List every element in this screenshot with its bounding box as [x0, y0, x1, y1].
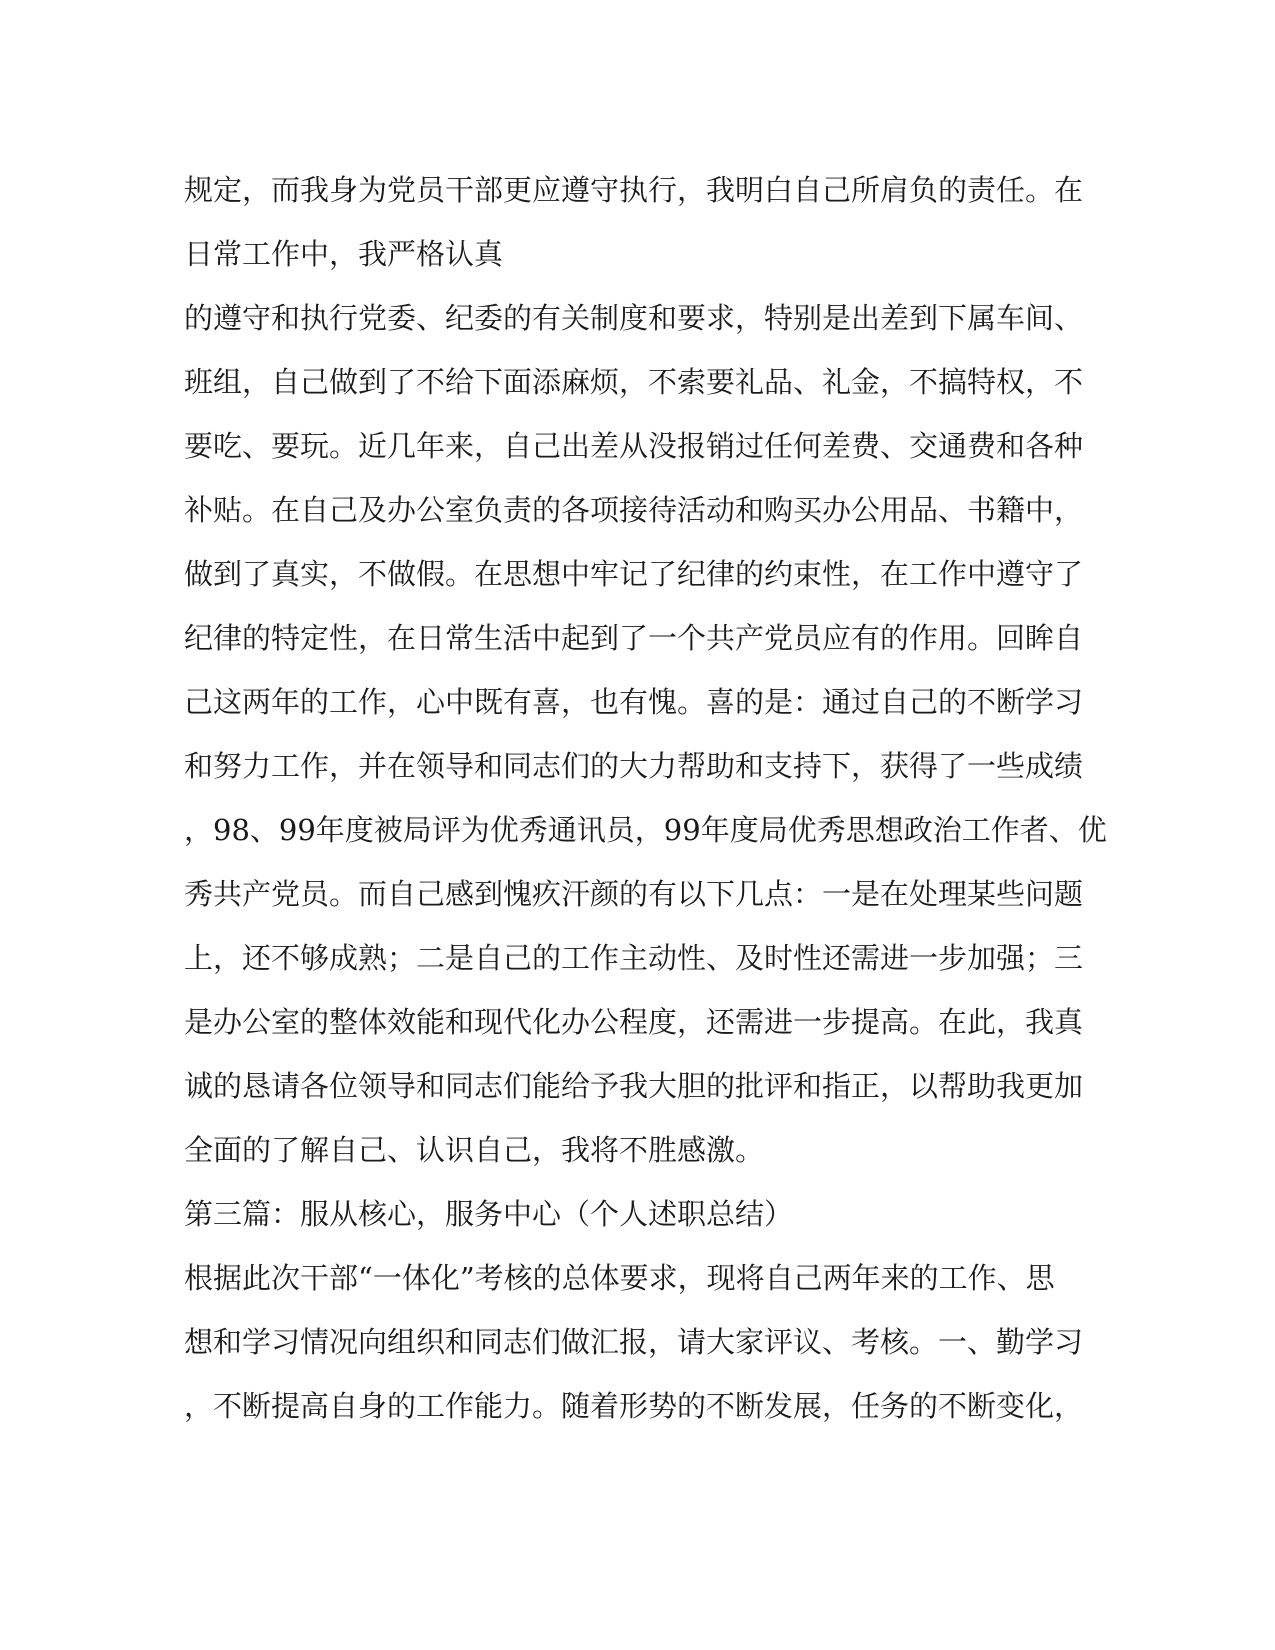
text-line: 班组，自己做到了不给下面添麻烦，不索要礼品、礼金，不搞特权，不: [184, 365, 1084, 399]
text-line: 和努力工作，并在领导和同志们的大力帮助和支持下，获得了一些成绩: [184, 749, 1084, 783]
text-line: 是办公室的整体效能和现代化办公程度，还需进一步提高。在此，我真: [184, 1005, 1084, 1039]
text-line: 根据此次干部“一体化”考核的总体要求，现将自己两年来的工作、思: [184, 1261, 1055, 1295]
text-line: 日常工作中，我严格认真: [184, 237, 504, 271]
document-body: [184, 158, 1107, 1438]
section-heading: 第三篇：服从核心，服务中心（个人述职总结）: [184, 1197, 794, 1231]
text-line: 做到了真实，不做假。在思想中牢记了纪律的约束性，在工作中遵守了: [184, 557, 1084, 591]
text-line: 要吃、要玩。近几年来，自己出差从没报销过任何差费、交通费和各种: [184, 429, 1084, 463]
text-line: 的遵守和执行党委、纪委的有关制度和要求，特别是出差到下属车间、: [184, 301, 1084, 335]
text-line: ，不断提高自身的工作能力。随着形势的不断发展，任务的不断变化，: [184, 1389, 1084, 1423]
text-line: 补贴。在自己及办公室负责的各项接待活动和购买办公用品、书籍中，: [184, 493, 1084, 527]
text-line: 纪律的特定性，在日常生活中起到了一个共产党员应有的作用。回眸自: [184, 621, 1084, 655]
text-line: 想和学习情况向组织和同志们做汇报，请大家评议、考核。一、勤学习: [184, 1325, 1084, 1359]
text-line: 规定，而我身为党员干部更应遵守执行，我明白自己所肩负的责任。在: [184, 173, 1084, 207]
text-line: ，98、99年度被局评为优秀通讯员，99年度局优秀思想政治工作者、优: [184, 813, 1107, 847]
text-line: 己这两年的工作，心中既有喜，也有愧。喜的是：通过自己的不断学习: [184, 685, 1084, 719]
text-line: 全面的了解自己、认识自己，我将不胜感激。: [184, 1133, 765, 1167]
text-line: 秀共产党员。而自己感到愧疚汗颜的有以下几点：一是在处理某些问题: [184, 877, 1084, 911]
text-line: 上，还不够成熟；二是自己的工作主动性、及时性还需进一步加强；三: [184, 941, 1084, 975]
text-line: 诚的恳请各位领导和同志们能给予我大胆的批评和指正，以帮助我更加: [184, 1069, 1084, 1103]
